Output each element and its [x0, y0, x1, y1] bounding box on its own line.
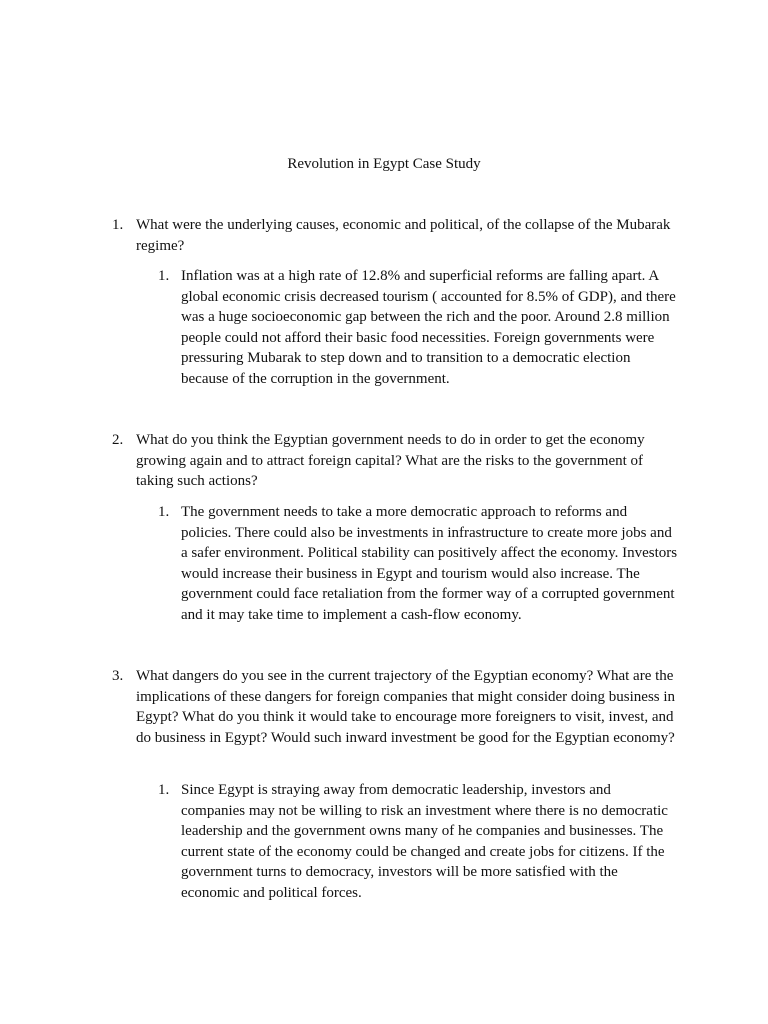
answer-2 — [158, 502, 678, 625]
question-text: What do you think the Egyptian government needs to do in order to get the economy growing again and to attract foreign capital? What are the risks to the government of taking such actions? — [136, 432, 645, 489]
answer-number: 1. — [158, 504, 170, 520]
question-number: 3. — [112, 668, 124, 684]
question-text: What were the underlying causes, economic and political, of the collapse of the Mubarak regime? — [136, 217, 671, 254]
question-text: What dangers do you see in the current trajectory of the Egyptian economy? What are the implications of these dangers for foreign companies that might consider doing business in Egypt? What do you think it would take to encourage more foreigners to visit, invest, and do business in Egypt? Would such inward investment be good for the Egyptian economy? — [136, 668, 676, 746]
question-number: 2. — [112, 432, 124, 448]
question-1 — [112, 215, 682, 256]
answer-3 — [158, 780, 678, 903]
answer-1 — [158, 266, 678, 389]
question-3 — [112, 666, 682, 748]
answer-text: The government needs to take a more democratic approach to reforms and policies. There could also be investments in infrastructure to create more jobs and a safer environment. Political stability can positively affect the economy. Investors would increase their business in Egypt and tourism would also increase. The government could face retaliation from the former way of a corrupted government and it may take time to implement a cash-flow economy. — [181, 504, 678, 623]
answer-text: Since Egypt is straying away from democratic leadership, investors and companies may not be willing to risk an investment where there is no democratic leadership and the government owns many of he companies and businesses. The current state of the economy could be changed and create jobs for citizens. If the government turns to democracy, investors will be more satisfied with the economic and political forces. — [181, 782, 668, 901]
answer-number: 1. — [158, 782, 170, 798]
question-2 — [112, 430, 682, 492]
answer-text: Inflation was at a high rate of 12.8% and superficial reforms are falling apart. A global economic crisis decreased tourism ( accounted for 8.5% of GDP), and there was a huge socioeconomic gap between the rich and the poor. Around 2.8 million people could not afford their basic food necessities. Foreign governments were pressuring Mubarak to step down and to transition to a democratic election because of the corruption in the government. — [181, 268, 676, 387]
question-number: 1. — [112, 217, 124, 233]
document-title: Revolution in Egypt Case Study — [287, 156, 481, 172]
answer-number: 1. — [158, 268, 170, 284]
